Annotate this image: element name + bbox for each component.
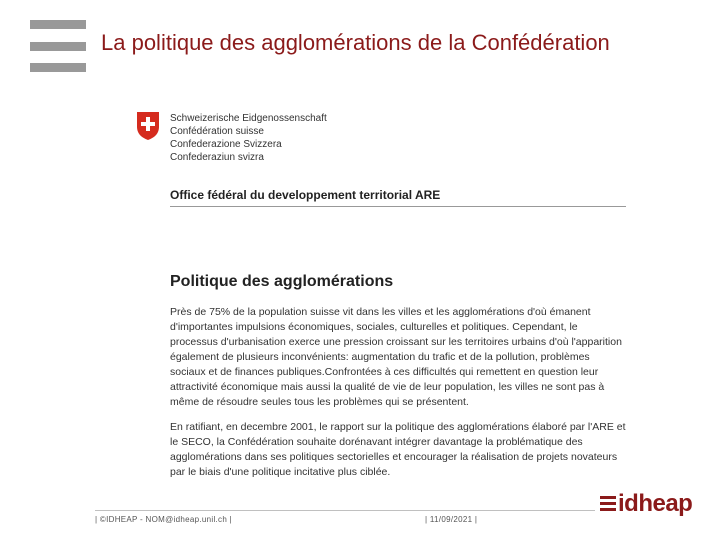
agency-line: Schweizerische Eidgenossenschaft	[170, 113, 327, 124]
logo-text: idheap	[618, 490, 693, 517]
agency-line: Confederazione Svizzera	[170, 139, 282, 150]
slide-decoration-bars	[30, 20, 86, 85]
office-name: Office fédéral du developpement territorial ARE	[170, 188, 626, 207]
paragraph: En ratifiant, en decembre 2001, le rapport sur la politique des agglomérations élaboré par l'ARE et le SECO, la Confédération souhaite dorénavant intégrer davantage la problématique des agglomérations dans ses politiques sectorielles et encourager la réalisation de projets novateurs par le biais d'une politique incitative plus ciblée.	[170, 421, 626, 478]
paragraph: Près de 75% de la population suisse vit dans les villes et les agglomérations d'où émanent d'importantes impulsions économiques, sociales, culturelles et politiques. Cependant, le processus d'urbanisation exerce une pression croissant sur les territoires urbains d'où l'apparition également de plusieurs inconvénients: augmentation du trafic et de la pollution, problèmes sociaux et de finances publiques.Confrontées à ces difficultés qui remettent en question leur attractivité économique mais aussi la qualité de vie de leur population, les villes ne sont pas à même de résoudre seules tous les problèmes qui se présentent.	[170, 306, 622, 408]
agency-line: Confederaziun svizra	[170, 152, 264, 163]
decoration-bar	[30, 63, 86, 72]
swiss-cross-icon	[136, 111, 160, 141]
decoration-bar	[30, 42, 86, 51]
decoration-bar	[30, 20, 86, 29]
logo-lines-icon	[600, 496, 616, 514]
slide-title: La politique des agglomérations de la Confédération	[101, 30, 610, 55]
agency-names	[170, 112, 327, 164]
footer-contact: | ©IDHEAP - NOM@idheap.unil.ch |	[95, 515, 233, 524]
footer-date: | 11/09/2021 |	[425, 515, 478, 524]
footer-divider	[95, 510, 595, 511]
agency-line: Confédération suisse	[170, 126, 264, 137]
document-heading: Politique des agglomérations	[170, 273, 394, 290]
idheap-logo	[600, 490, 693, 520]
